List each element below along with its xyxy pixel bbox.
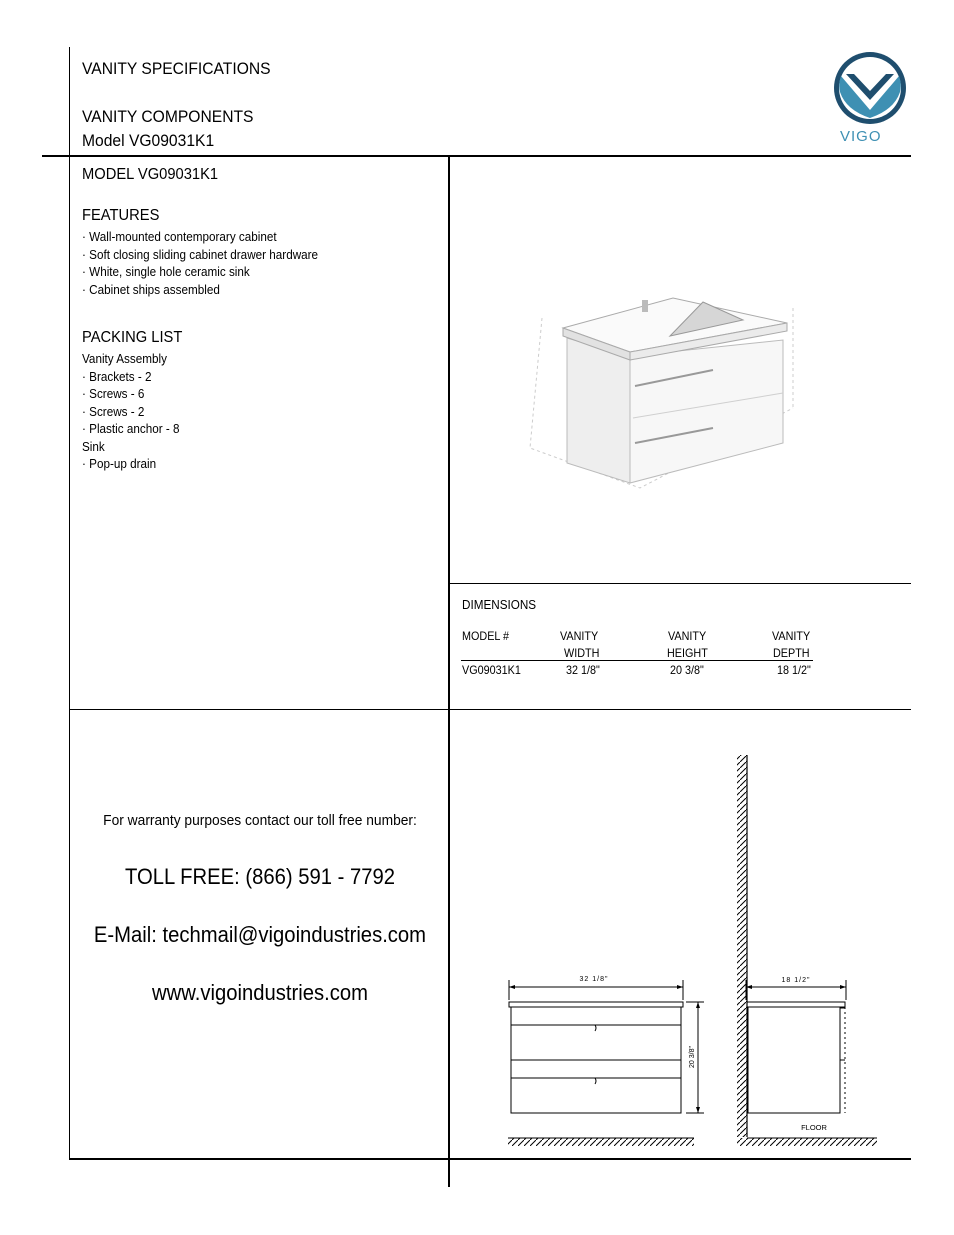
list-item: · Soft closing sliding cabinet drawer hardware: [82, 246, 319, 262]
email-address: E-Mail: techmail@vigoindustries.com: [93, 922, 427, 947]
list-item: · Screws - 2: [82, 403, 145, 419]
packing-list: [82, 350, 190, 473]
column-header-depth: VANITY: [772, 629, 811, 643]
list-item: · Wall-mounted contemporary cabinet: [82, 229, 277, 244]
model-label: MODEL VG09031K1: [82, 166, 219, 183]
column-header-width-line2: WIDTH: [564, 646, 600, 660]
dimensions-top-divider: [450, 583, 911, 584]
list-item: · White, single hole ceramic sink: [82, 264, 250, 279]
list-item: · Plastic anchor - 8: [82, 421, 180, 436]
left-margin-line: [69, 47, 70, 1160]
table-cell-height: 20 3/8": [670, 663, 704, 677]
column-header-depth-line2: DEPTH: [773, 646, 810, 660]
vigo-logo: [828, 48, 912, 148]
center-divider: [448, 156, 450, 1187]
dimensions-heading: DIMENSIONS: [462, 597, 537, 612]
column-header-height-line2: HEIGHT: [667, 646, 708, 660]
column-header-width: VANITY: [560, 629, 599, 643]
width-dimension-label: 32 1/8": [579, 976, 609, 983]
column-header-height: VANITY: [668, 629, 707, 643]
table-cell-depth: 18 1/2": [777, 663, 811, 677]
features-heading: FEATURES: [82, 207, 160, 224]
list-item: · Cabinet ships assembled: [82, 281, 220, 297]
technical-drawing: [500, 750, 890, 1155]
list-item: · Brackets - 2: [82, 368, 152, 384]
toll-free-number: TOLL FREE: (866) 591 - 7792: [124, 864, 396, 889]
table-cell-width: 32 1/8": [566, 663, 600, 677]
packing-list-heading: PACKING LIST: [82, 329, 183, 346]
list-item: Vanity Assembly: [82, 351, 167, 366]
list-item: Sink: [82, 438, 105, 454]
middle-divider: [69, 709, 911, 710]
product-illustration: [525, 278, 800, 493]
features-list: [82, 228, 344, 298]
depth-dimension-label: 18 1/2": [781, 977, 811, 984]
header-divider: [42, 155, 911, 157]
dimension-drawing: [500, 750, 890, 1155]
table-cell-model: VG09031K1: [462, 663, 521, 677]
bottom-divider: [69, 1158, 911, 1160]
height-dimension-label: 20 3/8": [689, 1046, 696, 1068]
list-item: · Pop-up drain: [82, 456, 157, 471]
warranty-text: For warranty purposes contact our toll free number:: [103, 812, 417, 829]
document-title: VANITY SPECIFICATIONS: [82, 59, 271, 78]
website-link[interactable]: www.vigoindustries.com: [152, 980, 368, 1005]
logo-text: VIGO: [840, 128, 882, 145]
floor-label: FLOOR: [801, 1123, 827, 1132]
components-heading: VANITY COMPONENTS: [82, 107, 254, 126]
column-header-model: MODEL #: [462, 629, 510, 643]
table-header-rule: [461, 660, 813, 661]
model-heading: Model VG09031K1: [82, 131, 215, 150]
list-item: · Screws - 6: [82, 386, 145, 401]
vanity-render-image: [525, 278, 800, 493]
